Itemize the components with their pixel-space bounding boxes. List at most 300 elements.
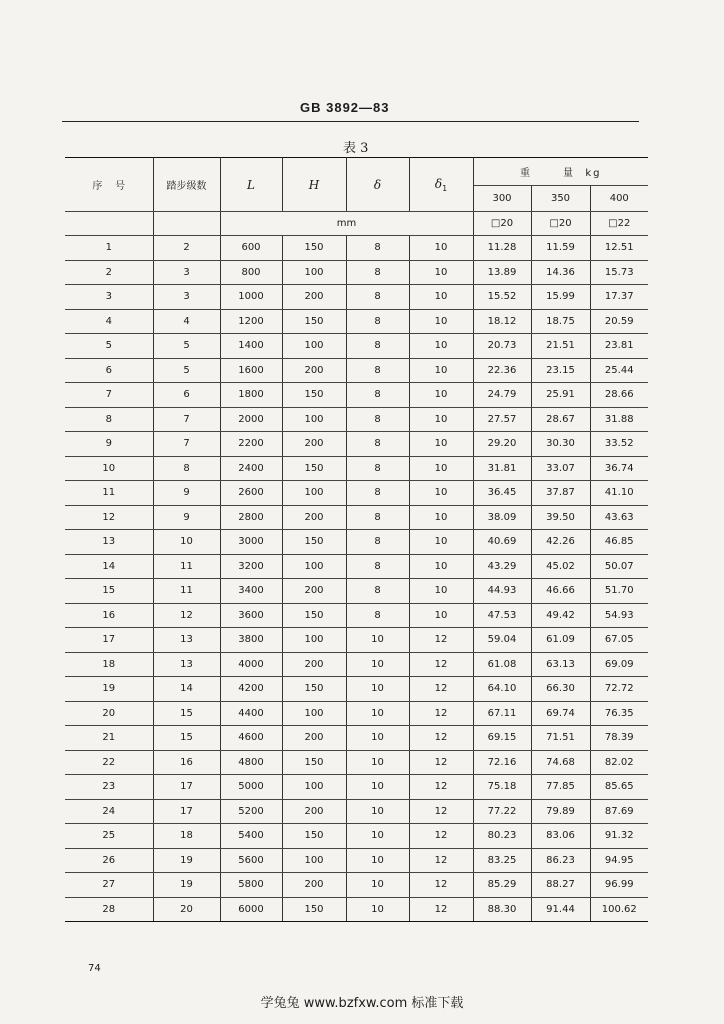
table-row: [65, 309, 648, 334]
cell-w400: 67.05: [590, 628, 648, 653]
cell-w300: 59.04: [473, 628, 531, 653]
header-delta1-sub: 1: [442, 183, 448, 193]
cell-w400: 91.32: [590, 824, 648, 849]
cell-H: 200: [282, 285, 346, 310]
table-row: [65, 603, 648, 628]
table-row: [65, 260, 648, 285]
table-row: [65, 554, 648, 579]
cell-steps: 7: [153, 407, 220, 432]
cell-steps: 6: [153, 383, 220, 408]
cell-L: 4600: [220, 726, 282, 751]
cell-delta1: 12: [409, 628, 473, 653]
cell-L: 2400: [220, 456, 282, 481]
cell-L: 3400: [220, 579, 282, 604]
cell-w350: 33.07: [531, 456, 590, 481]
cell-L: 1800: [220, 383, 282, 408]
cell-seq: 7: [65, 383, 153, 408]
cell-w350: 79.89: [531, 799, 590, 824]
cell-delta: 10: [346, 824, 409, 849]
cell-L: 3600: [220, 603, 282, 628]
cell-steps: 17: [153, 775, 220, 800]
cell-delta: 8: [346, 260, 409, 285]
table-row: [65, 334, 648, 359]
cell-L: 4000: [220, 652, 282, 677]
cell-H: 200: [282, 505, 346, 530]
cell-w300: 15.52: [473, 285, 531, 310]
cell-L: 4200: [220, 677, 282, 702]
cell-delta1: 12: [409, 775, 473, 800]
cell-delta1: 12: [409, 677, 473, 702]
cell-w350: 71.51: [531, 726, 590, 751]
cell-steps: 12: [153, 603, 220, 628]
cell-delta1: 12: [409, 799, 473, 824]
cell-steps: 13: [153, 652, 220, 677]
cell-delta1: 10: [409, 579, 473, 604]
cell-w300: 77.22: [473, 799, 531, 824]
cell-seq: 16: [65, 603, 153, 628]
cell-seq: 3: [65, 285, 153, 310]
cell-H: 150: [282, 603, 346, 628]
table-row: [65, 456, 648, 481]
cell-H: 100: [282, 848, 346, 873]
cell-seq: 22: [65, 750, 153, 775]
table-row: [65, 285, 648, 310]
cell-H: 150: [282, 824, 346, 849]
cell-w300: 47.53: [473, 603, 531, 628]
cell-w300: 29.20: [473, 432, 531, 457]
cell-steps: 10: [153, 530, 220, 555]
table-row: [65, 652, 648, 677]
cell-w350: 74.68: [531, 750, 590, 775]
cell-w350: 18.75: [531, 309, 590, 334]
cell-seq: 9: [65, 432, 153, 457]
header-weight-350: 350: [531, 186, 590, 212]
table-row: [65, 750, 648, 775]
page-number: 74: [88, 963, 101, 974]
table-row: [65, 799, 648, 824]
header-steps: 踏步级数: [153, 158, 220, 212]
cell-delta: 10: [346, 652, 409, 677]
cell-steps: 11: [153, 579, 220, 604]
table-row: [65, 505, 648, 530]
cell-w350: 42.26: [531, 530, 590, 555]
cell-w300: 24.79: [473, 383, 531, 408]
cell-delta: 10: [346, 750, 409, 775]
cell-steps: 19: [153, 848, 220, 873]
cell-steps: 18: [153, 824, 220, 849]
cell-L: 5600: [220, 848, 282, 873]
cell-delta1: 10: [409, 260, 473, 285]
cell-delta: 8: [346, 383, 409, 408]
cell-w400: 76.35: [590, 701, 648, 726]
cell-w400: 54.93: [590, 603, 648, 628]
cell-L: 600: [220, 236, 282, 261]
cell-H: 200: [282, 432, 346, 457]
cell-seq: 2: [65, 260, 153, 285]
cell-w400: 78.39: [590, 726, 648, 751]
cell-seq: 17: [65, 628, 153, 653]
cell-seq: 4: [65, 309, 153, 334]
header-weight-400: 400: [590, 186, 648, 212]
table-row: [65, 726, 648, 751]
cell-H: 150: [282, 677, 346, 702]
cell-delta: 8: [346, 236, 409, 261]
table-title: 表 3: [343, 141, 369, 156]
cell-w300: 75.18: [473, 775, 531, 800]
cell-H: 100: [282, 701, 346, 726]
cell-w400: 72.72: [590, 677, 648, 702]
cell-w300: 61.08: [473, 652, 531, 677]
cell-steps: 9: [153, 481, 220, 506]
table-row: [65, 677, 648, 702]
cell-delta: 8: [346, 530, 409, 555]
table-row: [65, 897, 648, 922]
cell-w400: 96.99: [590, 873, 648, 898]
header-section-400: □22: [590, 212, 648, 236]
cell-seq: 6: [65, 358, 153, 383]
cell-H: 150: [282, 530, 346, 555]
cell-H: 100: [282, 554, 346, 579]
cell-seq: 14: [65, 554, 153, 579]
cell-w350: 28.67: [531, 407, 590, 432]
cell-w300: 22.36: [473, 358, 531, 383]
cell-w400: 31.88: [590, 407, 648, 432]
cell-w300: 69.15: [473, 726, 531, 751]
cell-L: 1600: [220, 358, 282, 383]
cell-steps: 7: [153, 432, 220, 457]
header-rule: [62, 121, 639, 122]
cell-steps: 17: [153, 799, 220, 824]
table-row: [65, 775, 648, 800]
cell-delta: 10: [346, 873, 409, 898]
cell-delta1: 10: [409, 603, 473, 628]
cell-delta1: 10: [409, 334, 473, 359]
cell-L: 4800: [220, 750, 282, 775]
cell-steps: 3: [153, 285, 220, 310]
cell-H: 150: [282, 236, 346, 261]
cell-w350: 15.99: [531, 285, 590, 310]
cell-delta1: 10: [409, 236, 473, 261]
cell-seq: 18: [65, 652, 153, 677]
table-row: [65, 407, 648, 432]
cell-H: 100: [282, 334, 346, 359]
cell-w400: 28.66: [590, 383, 648, 408]
table-body: [65, 236, 648, 922]
cell-w300: 20.73: [473, 334, 531, 359]
cell-steps: 13: [153, 628, 220, 653]
cell-w350: 45.02: [531, 554, 590, 579]
cell-delta: 10: [346, 701, 409, 726]
cell-steps: 16: [153, 750, 220, 775]
cell-w350: 77.85: [531, 775, 590, 800]
cell-w350: 69.74: [531, 701, 590, 726]
cell-H: 200: [282, 358, 346, 383]
table-row: [65, 628, 648, 653]
cell-steps: 14: [153, 677, 220, 702]
standard-number: GB 3892—83: [300, 100, 390, 115]
cell-w400: 17.37: [590, 285, 648, 310]
cell-delta: 8: [346, 603, 409, 628]
header-delta: δ: [346, 158, 409, 212]
cell-H: 200: [282, 799, 346, 824]
cell-delta1: 12: [409, 652, 473, 677]
cell-delta1: 12: [409, 726, 473, 751]
cell-w300: 85.29: [473, 873, 531, 898]
cell-delta1: 12: [409, 897, 473, 922]
cell-delta: 8: [346, 407, 409, 432]
cell-L: 6000: [220, 897, 282, 922]
cell-w350: 30.30: [531, 432, 590, 457]
cell-steps: 5: [153, 334, 220, 359]
cell-w400: 46.85: [590, 530, 648, 555]
cell-delta: 10: [346, 726, 409, 751]
cell-delta1: 10: [409, 285, 473, 310]
table-row: [65, 236, 648, 261]
cell-H: 100: [282, 407, 346, 432]
cell-delta1: 12: [409, 848, 473, 873]
cell-delta: 8: [346, 309, 409, 334]
cell-delta: 10: [346, 775, 409, 800]
header-blank-1: [65, 212, 153, 236]
cell-delta: 8: [346, 481, 409, 506]
cell-delta1: 10: [409, 407, 473, 432]
cell-w400: 15.73: [590, 260, 648, 285]
cell-H: 150: [282, 750, 346, 775]
cell-H: 100: [282, 775, 346, 800]
cell-L: 3000: [220, 530, 282, 555]
cell-delta: 10: [346, 628, 409, 653]
table-row: [65, 848, 648, 873]
table-row: [65, 873, 648, 898]
cell-H: 150: [282, 383, 346, 408]
cell-delta: 8: [346, 554, 409, 579]
cell-w400: 51.70: [590, 579, 648, 604]
cell-L: 3800: [220, 628, 282, 653]
cell-w350: 37.87: [531, 481, 590, 506]
cell-steps: 11: [153, 554, 220, 579]
cell-L: 2800: [220, 505, 282, 530]
cell-steps: 3: [153, 260, 220, 285]
cell-delta: 8: [346, 456, 409, 481]
cell-delta: 8: [346, 334, 409, 359]
cell-delta: 10: [346, 848, 409, 873]
cell-H: 200: [282, 652, 346, 677]
cell-w300: 11.28: [473, 236, 531, 261]
cell-delta: 8: [346, 358, 409, 383]
cell-w300: 38.09: [473, 505, 531, 530]
cell-w350: 88.27: [531, 873, 590, 898]
cell-H: 200: [282, 726, 346, 751]
cell-steps: 15: [153, 726, 220, 751]
cell-steps: 2: [153, 236, 220, 261]
cell-w400: 85.65: [590, 775, 648, 800]
cell-L: 5000: [220, 775, 282, 800]
cell-w300: 43.29: [473, 554, 531, 579]
cell-L: 4400: [220, 701, 282, 726]
cell-w400: 23.81: [590, 334, 648, 359]
cell-delta: 10: [346, 799, 409, 824]
cell-w400: 36.74: [590, 456, 648, 481]
header-delta1-base: δ: [434, 176, 443, 191]
header-delta1: [409, 158, 473, 212]
cell-delta1: 10: [409, 456, 473, 481]
cell-steps: 5: [153, 358, 220, 383]
cell-delta: 8: [346, 432, 409, 457]
cell-w350: 61.09: [531, 628, 590, 653]
header-L: L: [220, 158, 282, 212]
cell-seq: 13: [65, 530, 153, 555]
cell-H: 150: [282, 897, 346, 922]
cell-delta1: 12: [409, 750, 473, 775]
cell-w300: 67.11: [473, 701, 531, 726]
cell-w300: 64.10: [473, 677, 531, 702]
cell-w300: 27.57: [473, 407, 531, 432]
cell-delta1: 10: [409, 505, 473, 530]
table-row: [65, 383, 648, 408]
header-H: H: [282, 158, 346, 212]
cell-seq: 12: [65, 505, 153, 530]
cell-delta: 8: [346, 505, 409, 530]
header-blank-2: [153, 212, 220, 236]
header-seq: 序 号: [65, 158, 153, 212]
cell-seq: 23: [65, 775, 153, 800]
table-row: [65, 824, 648, 849]
cell-delta: 8: [346, 285, 409, 310]
table-row: [65, 530, 648, 555]
cell-steps: 4: [153, 309, 220, 334]
cell-L: 800: [220, 260, 282, 285]
cell-H: 150: [282, 456, 346, 481]
cell-H: 200: [282, 579, 346, 604]
cell-w350: 49.42: [531, 603, 590, 628]
cell-seq: 21: [65, 726, 153, 751]
cell-seq: 8: [65, 407, 153, 432]
cell-w350: 83.06: [531, 824, 590, 849]
cell-w400: 50.07: [590, 554, 648, 579]
cell-delta: 8: [346, 579, 409, 604]
cell-w350: 14.36: [531, 260, 590, 285]
cell-steps: 9: [153, 505, 220, 530]
cell-delta1: 10: [409, 309, 473, 334]
cell-w350: 66.30: [531, 677, 590, 702]
header-weight-300: 300: [473, 186, 531, 212]
cell-delta1: 10: [409, 530, 473, 555]
cell-L: 3200: [220, 554, 282, 579]
cell-seq: 15: [65, 579, 153, 604]
cell-seq: 10: [65, 456, 153, 481]
header-weight: 重 量 kg: [473, 158, 648, 186]
cell-w300: 44.93: [473, 579, 531, 604]
cell-seq: 25: [65, 824, 153, 849]
cell-w400: 43.63: [590, 505, 648, 530]
cell-w300: 88.30: [473, 897, 531, 922]
cell-delta1: 12: [409, 873, 473, 898]
cell-L: 2000: [220, 407, 282, 432]
cell-L: 5200: [220, 799, 282, 824]
cell-w300: 40.69: [473, 530, 531, 555]
cell-delta1: 10: [409, 383, 473, 408]
cell-seq: 11: [65, 481, 153, 506]
cell-H: 100: [282, 628, 346, 653]
cell-w350: 11.59: [531, 236, 590, 261]
cell-H: 100: [282, 481, 346, 506]
cell-w300: 36.45: [473, 481, 531, 506]
table-row: [65, 579, 648, 604]
cell-w350: 63.13: [531, 652, 590, 677]
cell-seq: 5: [65, 334, 153, 359]
table-row: [65, 481, 648, 506]
cell-seq: 24: [65, 799, 153, 824]
header-unit-mm: mm: [220, 212, 473, 236]
cell-seq: 26: [65, 848, 153, 873]
table-row: [65, 358, 648, 383]
cell-delta1: 12: [409, 701, 473, 726]
cell-w400: 25.44: [590, 358, 648, 383]
cell-delta1: 10: [409, 481, 473, 506]
cell-L: 1400: [220, 334, 282, 359]
cell-w400: 69.09: [590, 652, 648, 677]
cell-w350: 25.91: [531, 383, 590, 408]
cell-w300: 80.23: [473, 824, 531, 849]
cell-w300: 18.12: [473, 309, 531, 334]
cell-w350: 21.51: [531, 334, 590, 359]
cell-w400: 12.51: [590, 236, 648, 261]
cell-delta1: 10: [409, 554, 473, 579]
cell-w350: 39.50: [531, 505, 590, 530]
cell-H: 150: [282, 309, 346, 334]
cell-L: 5800: [220, 873, 282, 898]
header-section-300: □20: [473, 212, 531, 236]
cell-steps: 8: [153, 456, 220, 481]
cell-w300: 83.25: [473, 848, 531, 873]
cell-w400: 20.59: [590, 309, 648, 334]
cell-seq: 20: [65, 701, 153, 726]
cell-w350: 91.44: [531, 897, 590, 922]
cell-steps: 15: [153, 701, 220, 726]
cell-H: 100: [282, 260, 346, 285]
cell-L: 2600: [220, 481, 282, 506]
cell-w400: 94.95: [590, 848, 648, 873]
cell-steps: 20: [153, 897, 220, 922]
cell-delta: 10: [346, 677, 409, 702]
cell-seq: 28: [65, 897, 153, 922]
cell-delta1: 10: [409, 432, 473, 457]
cell-w400: 82.02: [590, 750, 648, 775]
cell-w400: 87.69: [590, 799, 648, 824]
cell-w300: 31.81: [473, 456, 531, 481]
cell-w400: 33.52: [590, 432, 648, 457]
cell-delta1: 10: [409, 358, 473, 383]
table-row: [65, 701, 648, 726]
cell-seq: 1: [65, 236, 153, 261]
cell-w350: 46.66: [531, 579, 590, 604]
cell-w350: 23.15: [531, 358, 590, 383]
cell-L: 5400: [220, 824, 282, 849]
cell-w350: 86.23: [531, 848, 590, 873]
cell-delta: 10: [346, 897, 409, 922]
cell-w400: 41.10: [590, 481, 648, 506]
cell-steps: 19: [153, 873, 220, 898]
cell-seq: 19: [65, 677, 153, 702]
cell-L: 2200: [220, 432, 282, 457]
cell-seq: 27: [65, 873, 153, 898]
table-row: [65, 432, 648, 457]
ladder-dimension-table: [65, 157, 648, 922]
cell-L: 1200: [220, 309, 282, 334]
cell-w400: 100.62: [590, 897, 648, 922]
cell-delta1: 12: [409, 824, 473, 849]
cell-L: 1000: [220, 285, 282, 310]
